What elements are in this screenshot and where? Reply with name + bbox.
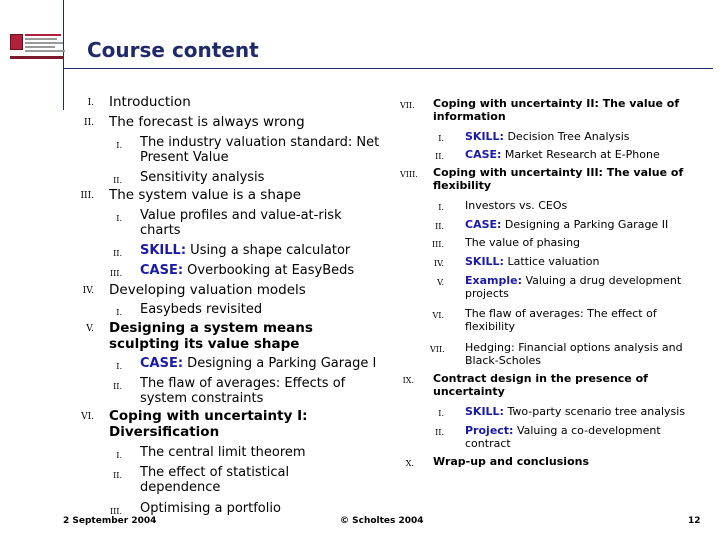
sub-number: I. xyxy=(116,214,122,223)
sub-number: II. xyxy=(113,471,122,480)
topic-diversification: Coping with uncertainty I: Diversification xyxy=(109,408,308,440)
subtopic-portfolio: Optimising a portfolio xyxy=(140,501,281,516)
university-logo-icon xyxy=(10,32,70,62)
topic-forecast: The forecast is always wrong xyxy=(109,114,305,130)
item-number: IX. xyxy=(402,376,414,385)
item-number: II. xyxy=(84,118,94,128)
page-number: 12 xyxy=(688,516,701,526)
subtopic-statistical-dependence: The effect of statistical dependence xyxy=(140,465,290,495)
sub-number: V. xyxy=(437,278,444,287)
subtopic-scenario-tree: SKILL: Two-party scenario tree analysis xyxy=(465,405,686,418)
sub-number: III. xyxy=(431,240,444,249)
sub-number: II. xyxy=(113,382,122,391)
footer-copyright: © Scholtes 2004 xyxy=(340,516,424,526)
sub-number: III. xyxy=(109,507,122,516)
subtopic-flaw-averages-1: The flaw of averages: Effects of system constraints xyxy=(140,376,346,406)
subtopic-phasing: The value of phasing xyxy=(465,236,581,249)
item-number: VI. xyxy=(81,412,94,422)
sub-number: I. xyxy=(116,141,122,150)
subtopic-drug-development: Example: Valuing a drug development projects xyxy=(465,274,682,300)
sub-number: II. xyxy=(113,249,122,258)
subtopic-market-research: CASE: Market Research at E-Phone xyxy=(465,148,660,161)
sub-number: IV. xyxy=(433,259,444,268)
subtopic-lattice: SKILL: Lattice valuation xyxy=(465,255,600,268)
subtopic-shape-calculator: SKILL: Using a shape calculator xyxy=(140,243,351,258)
subtopic-parking-garage-1: CASE: Designing a Parking Garage I xyxy=(140,356,377,371)
subtopic-investors-ceos: Investors vs. CEOs xyxy=(465,199,568,212)
footer-date: 2 September 2004 xyxy=(63,516,157,526)
sub-number: II. xyxy=(113,176,122,185)
title-divider xyxy=(63,68,713,69)
sub-number: VI. xyxy=(432,311,444,320)
sub-number: I. xyxy=(116,362,122,371)
subtopic-decision-tree: SKILL: Decision Tree Analysis xyxy=(465,130,630,143)
topic-value-information: Coping with uncertainty II: The value of information xyxy=(433,97,680,123)
item-number: X. xyxy=(405,459,414,468)
subtopic-central-limit: The central limit theorem xyxy=(140,445,306,460)
subtopic-easybeds: Easybeds revisited xyxy=(140,302,263,317)
item-number: VII. xyxy=(400,101,415,110)
sub-number: I. xyxy=(438,134,444,143)
subtopic-npv: The industry valuation standard: Net Present Value xyxy=(140,135,380,165)
slide-title: Course content xyxy=(87,38,259,62)
sub-number: I. xyxy=(116,451,122,460)
topic-designing-system: Designing a system means sculpting its value shape xyxy=(109,320,313,352)
topic-system-value: The system value is a shape xyxy=(109,187,302,203)
item-number: III. xyxy=(80,191,94,201)
topic-contract-design: Contract design in the presence of uncertainty xyxy=(433,372,648,398)
topic-value-flexibility: Coping with uncertainty III: The value of flexibility xyxy=(433,166,684,192)
subtopic-flaw-averages-2: The flaw of averages: The effect of flexibility xyxy=(465,307,657,333)
sub-number: II. xyxy=(435,152,444,161)
item-number: I. xyxy=(87,98,94,108)
item-number: IV. xyxy=(82,286,94,296)
item-number: V. xyxy=(86,324,94,334)
topic-introduction: Introduction xyxy=(109,94,191,110)
item-number: VIII. xyxy=(400,170,418,179)
subtopic-value-profiles: Value profiles and value-at-risk charts xyxy=(140,208,342,238)
sub-number: III. xyxy=(109,269,122,278)
sub-number: VII. xyxy=(430,345,445,354)
sub-number: I. xyxy=(116,308,122,317)
sub-number: I. xyxy=(438,203,444,212)
sub-number: I. xyxy=(438,409,444,418)
subtopic-overbooking: CASE: Overbooking at EasyBeds xyxy=(140,263,355,278)
sub-number: II. xyxy=(435,428,444,437)
subtopic-parking-garage-2: CASE: Designing a Parking Garage II xyxy=(465,218,669,231)
subtopic-sensitivity: Sensitivity analysis xyxy=(140,170,265,185)
subtopic-hedging: Hedging: Financial options analysis and Black-Scholes xyxy=(465,341,683,367)
sub-number: II. xyxy=(435,222,444,231)
topic-wrap-up: Wrap-up and conclusions xyxy=(433,455,590,468)
subtopic-co-development: Project: Valuing a co-development contract xyxy=(465,424,661,450)
topic-valuation-models: Developing valuation models xyxy=(109,282,306,298)
